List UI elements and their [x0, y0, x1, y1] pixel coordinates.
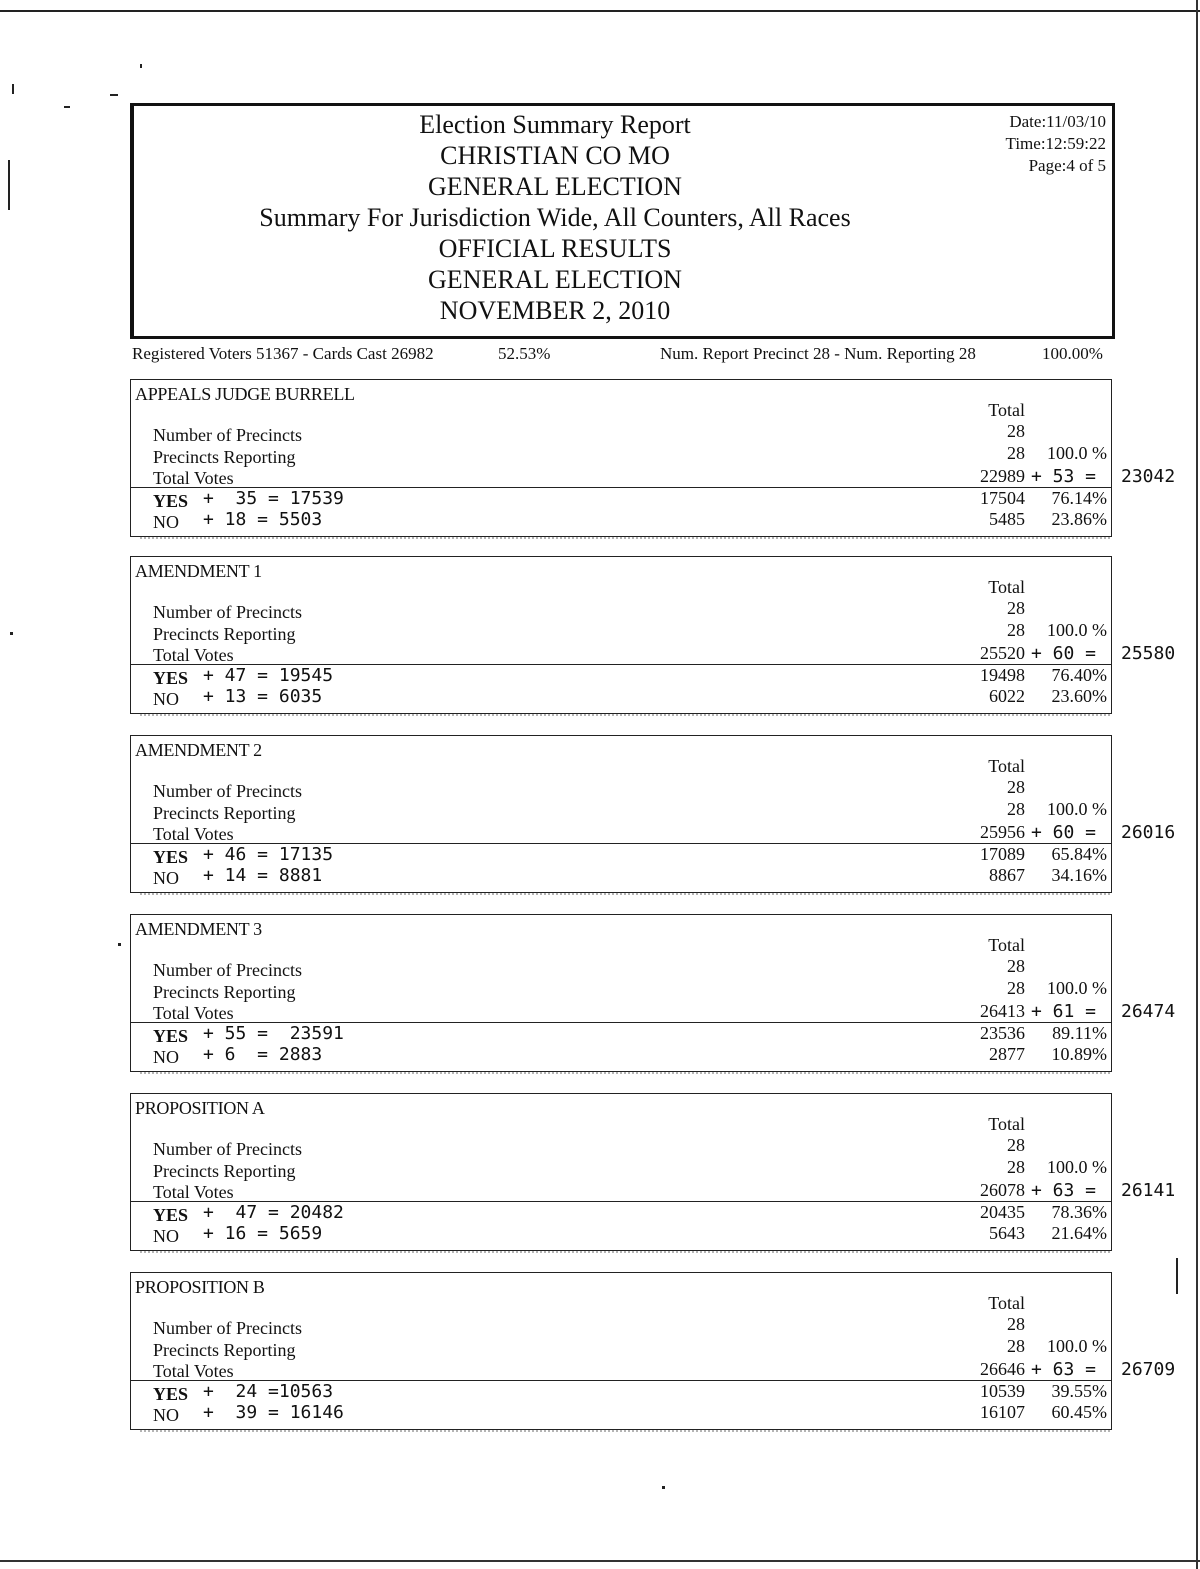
- precincts-reporting-label: Precincts Reporting: [153, 982, 296, 1002]
- no-votes: 2877: [989, 1044, 1025, 1064]
- no-votes: 6022: [989, 686, 1025, 706]
- precincts-reporting-percent: 100.0 %: [1047, 620, 1107, 640]
- precinct-reporting-summary: Num. Report Precinct 28 - Num. Reporting 28: [660, 344, 976, 363]
- total-votes-label: Total Votes: [153, 468, 234, 488]
- precincts-reporting-value: 28: [1007, 978, 1025, 998]
- yes-votes: 17089: [980, 844, 1025, 864]
- number-of-precincts-value: 28: [1007, 1135, 1025, 1155]
- race-title: PROPOSITION A: [135, 1098, 265, 1118]
- number-of-precincts-label: Number of Precincts: [153, 425, 302, 445]
- total-votes-value: 22989: [980, 466, 1025, 486]
- total-column-header: Total: [988, 577, 1025, 597]
- total-votes-adjustment: + 53 =: [1031, 466, 1097, 487]
- page-bottom-border: [0, 1560, 1200, 1562]
- page-number: Page:4 of 5: [1028, 156, 1106, 175]
- total-votes-adjusted: 26016: [1121, 822, 1176, 843]
- total-votes-adjustment: + 61 =: [1031, 1001, 1097, 1022]
- scan-noise-line: [140, 1251, 1110, 1259]
- precincts-reporting-percent: 100.0 %: [1047, 1336, 1107, 1356]
- election-name: GENERAL ELECTION: [428, 172, 682, 201]
- scan-noise-line: [140, 893, 1110, 901]
- scan-speck: [12, 84, 14, 94]
- yes-percent: 89.11%: [1052, 1023, 1107, 1043]
- precincts-reporting-percent: 100.0 %: [1047, 1157, 1107, 1177]
- number-of-precincts-value: 28: [1007, 956, 1025, 976]
- no-votes: 5485: [989, 509, 1025, 529]
- yes-adjustment: + 35 = 17539: [203, 488, 344, 509]
- precincts-reporting-value: 28: [1007, 443, 1025, 463]
- total-votes-adjusted: 26709: [1121, 1359, 1176, 1380]
- yes-label: YES: [153, 1026, 189, 1046]
- yes-label: YES: [153, 847, 189, 867]
- total-votes-label: Total Votes: [153, 1003, 234, 1023]
- total-votes-adjusted: 23042: [1121, 466, 1176, 487]
- no-adjustment: + 16 = 5659: [203, 1223, 323, 1244]
- number-of-precincts-value: 28: [1007, 777, 1025, 797]
- total-votes-adjustment: + 63 =: [1031, 1359, 1097, 1380]
- number-of-precincts-label: Number of Precincts: [153, 960, 302, 980]
- no-adjustment: + 14 = 8881: [203, 865, 323, 886]
- page-top-border: [0, 0, 1200, 12]
- total-votes-value: 26646: [980, 1359, 1025, 1379]
- number-of-precincts-label: Number of Precincts: [153, 1318, 302, 1338]
- report-time: Time:12:59:22: [1005, 134, 1106, 153]
- scan-speck: [1176, 1258, 1178, 1294]
- race-title: AMENDMENT 1: [135, 561, 262, 581]
- no-percent: 10.89%: [1051, 1044, 1107, 1064]
- race-box: [130, 379, 1176, 537]
- precincts-reporting-value: 28: [1007, 1157, 1025, 1177]
- total-column-header: Total: [988, 1293, 1025, 1313]
- race-box: [130, 914, 1176, 1072]
- yes-votes: 20435: [980, 1202, 1025, 1222]
- total-column-header: Total: [988, 400, 1025, 420]
- scan-speck: [110, 94, 118, 96]
- precinct-reporting-percent: 100.00%: [1042, 344, 1103, 363]
- yes-adjustment: + 47 = 19545: [203, 665, 334, 686]
- yes-label: YES: [153, 491, 189, 511]
- total-votes-adjusted: 26474: [1121, 1001, 1176, 1022]
- yes-adjustment: + 46 = 17135: [203, 844, 334, 865]
- total-votes-adjustment: + 60 =: [1031, 822, 1097, 843]
- no-percent: 21.64%: [1051, 1223, 1107, 1243]
- scan-noise-line: [140, 1430, 1110, 1438]
- race-title: PROPOSITION B: [135, 1277, 265, 1297]
- report-title: Election Summary Report: [419, 110, 691, 139]
- total-votes-value: 26078: [980, 1180, 1025, 1200]
- no-label: NO: [153, 868, 179, 888]
- precincts-reporting-label: Precincts Reporting: [153, 1340, 296, 1360]
- race-box: [130, 735, 1176, 893]
- total-votes-adjustment: + 63 =: [1031, 1180, 1097, 1201]
- precincts-reporting-label: Precincts Reporting: [153, 1161, 296, 1181]
- no-label: NO: [153, 512, 179, 532]
- scan-noise-line: [140, 537, 1110, 545]
- no-votes: 16107: [980, 1402, 1025, 1422]
- number-of-precincts-value: 28: [1007, 1314, 1025, 1334]
- race-box: [130, 1093, 1176, 1251]
- precincts-reporting-percent: 100.0 %: [1047, 799, 1107, 819]
- total-votes-value: 25956: [980, 822, 1025, 842]
- total-votes-label: Total Votes: [153, 1361, 234, 1381]
- yes-label: YES: [153, 668, 189, 688]
- yes-adjustment: + 47 = 20482: [203, 1202, 344, 1223]
- number-of-precincts-value: 28: [1007, 421, 1025, 441]
- page-right-border: [1196, 0, 1198, 1569]
- no-adjustment: + 18 = 5503: [203, 509, 323, 530]
- race-title: APPEALS JUDGE BURRELL: [135, 384, 355, 404]
- results-status: OFFICIAL RESULTS: [438, 234, 672, 263]
- total-votes-label: Total Votes: [153, 1182, 234, 1202]
- summary-scope: Summary For Jurisdiction Wide, All Counters, All Races: [259, 203, 851, 232]
- precincts-reporting-value: 28: [1007, 620, 1025, 640]
- no-adjustment: + 13 = 6035: [203, 686, 323, 707]
- yes-percent: 78.36%: [1051, 1202, 1107, 1222]
- total-column-header: Total: [988, 935, 1025, 955]
- total-votes-value: 25520: [980, 643, 1025, 663]
- number-of-precincts-value: 28: [1007, 598, 1025, 618]
- total-votes-adjusted: 25580: [1121, 643, 1176, 664]
- race-box: [130, 556, 1176, 714]
- registered-voters-summary: Registered Voters 51367 - Cards Cast 26982: [132, 344, 434, 363]
- precincts-reporting-label: Precincts Reporting: [153, 624, 296, 644]
- yes-votes: 19498: [980, 665, 1025, 685]
- precincts-reporting-percent: 100.0 %: [1047, 978, 1107, 998]
- no-label: NO: [153, 1047, 179, 1067]
- total-votes-label: Total Votes: [153, 645, 234, 665]
- yes-adjustment: + 55 = 23591: [203, 1023, 344, 1044]
- no-percent: 23.60%: [1051, 686, 1107, 706]
- yes-percent: 76.14%: [1051, 488, 1107, 508]
- no-percent: 60.45%: [1051, 1402, 1107, 1422]
- scan-speck: [10, 632, 13, 635]
- no-adjustment: + 6 = 2883: [203, 1044, 323, 1065]
- yes-percent: 76.40%: [1051, 665, 1107, 685]
- yes-votes: 23536: [980, 1023, 1025, 1043]
- total-column-header: Total: [988, 756, 1025, 776]
- total-votes-adjustment: + 60 =: [1031, 643, 1097, 664]
- scan-speck: [662, 1486, 665, 1489]
- no-label: NO: [153, 1226, 179, 1246]
- yes-percent: 39.55%: [1051, 1381, 1107, 1401]
- election-date: NOVEMBER 2, 2010: [439, 296, 671, 325]
- precincts-reporting-value: 28: [1007, 1336, 1025, 1356]
- yes-label: YES: [153, 1384, 189, 1404]
- no-percent: 34.16%: [1051, 865, 1107, 885]
- race-title: AMENDMENT 2: [135, 740, 262, 760]
- scan-speck: [140, 64, 142, 68]
- scan-noise-line: [140, 1072, 1110, 1080]
- scan-speck: [118, 943, 121, 946]
- scan-speck: [64, 106, 70, 108]
- no-label: NO: [153, 1405, 179, 1425]
- total-votes-adjusted: 26141: [1121, 1180, 1176, 1201]
- number-of-precincts-label: Number of Precincts: [153, 602, 302, 622]
- precincts-reporting-label: Precincts Reporting: [153, 803, 296, 823]
- total-column-header: Total: [988, 1114, 1025, 1134]
- total-votes-label: Total Votes: [153, 824, 234, 844]
- no-label: NO: [153, 689, 179, 709]
- no-percent: 23.86%: [1051, 509, 1107, 529]
- number-of-precincts-label: Number of Precincts: [153, 1139, 302, 1159]
- no-adjustment: + 39 = 16146: [203, 1402, 344, 1423]
- no-votes: 5643: [989, 1223, 1025, 1243]
- total-votes-value: 26413: [980, 1001, 1025, 1021]
- scan-noise-line: [140, 714, 1110, 722]
- precincts-reporting-percent: 100.0 %: [1047, 443, 1107, 463]
- yes-label: YES: [153, 1205, 189, 1225]
- election-name-repeat: GENERAL ELECTION: [428, 265, 682, 294]
- race-box: [130, 1272, 1176, 1430]
- race-title: AMENDMENT 3: [135, 919, 262, 939]
- precincts-reporting-value: 28: [1007, 799, 1025, 819]
- number-of-precincts-label: Number of Precincts: [153, 781, 302, 801]
- report-date: Date:11/03/10: [1009, 112, 1106, 131]
- no-votes: 8867: [989, 865, 1025, 885]
- yes-votes: 10539: [980, 1381, 1025, 1401]
- yes-percent: 65.84%: [1051, 844, 1107, 864]
- precincts-reporting-label: Precincts Reporting: [153, 447, 296, 467]
- yes-adjustment: + 24 =10563: [203, 1381, 334, 1402]
- cards-cast-percent: 52.53%: [498, 344, 551, 363]
- yes-votes: 17504: [980, 488, 1025, 508]
- county-name: CHRISTIAN CO MO: [440, 141, 670, 170]
